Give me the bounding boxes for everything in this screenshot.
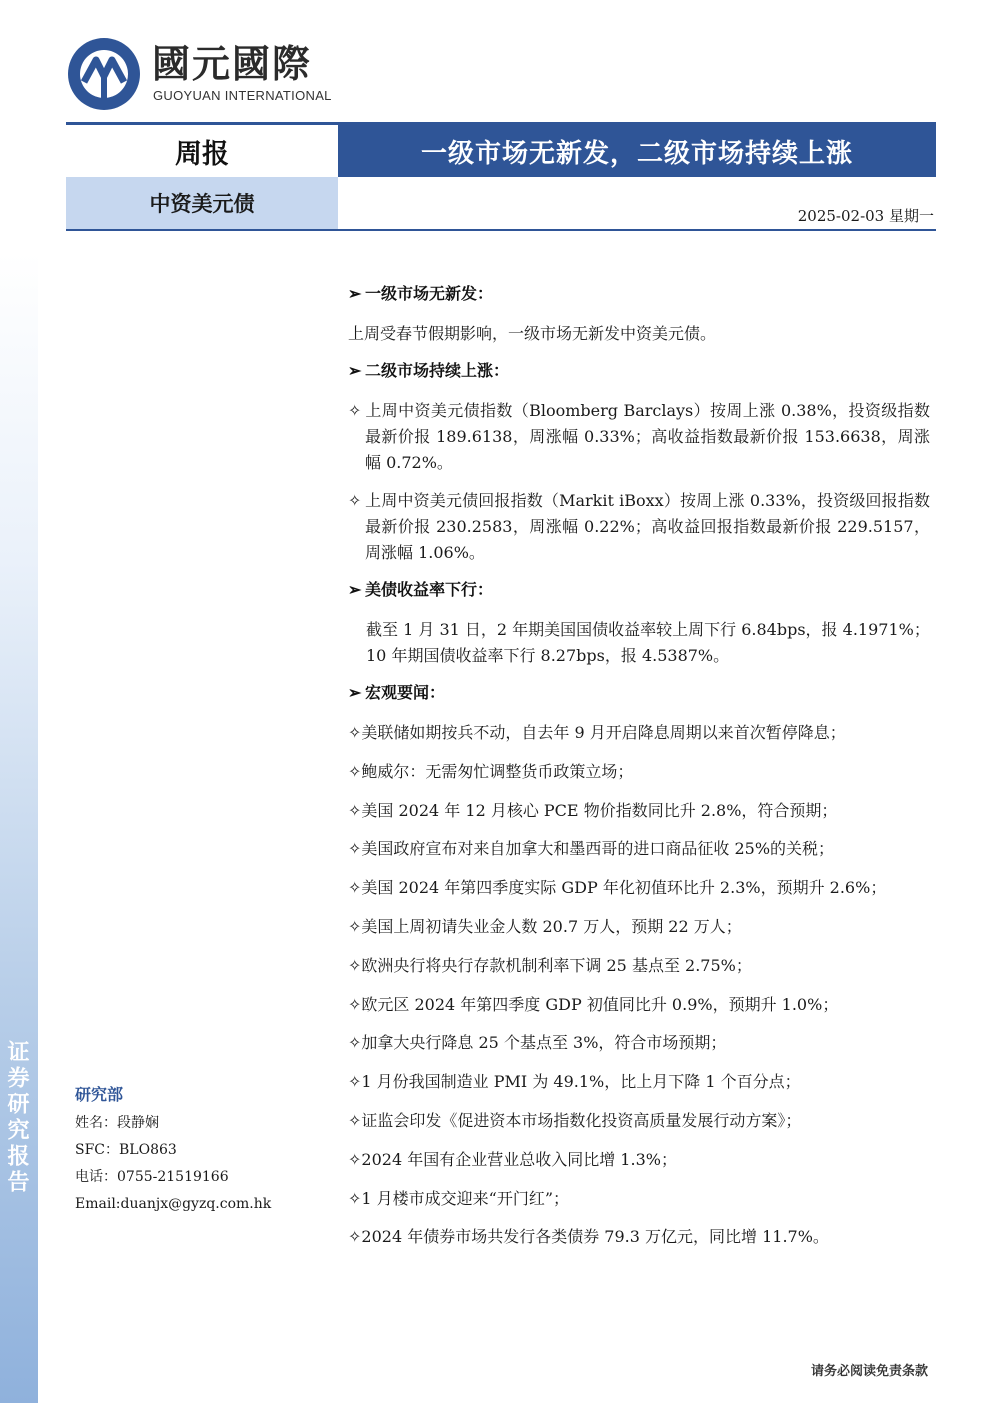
sparkle-bullet-icon: ✧ — [348, 761, 362, 781]
sparkle-bullet-icon: ✧ — [348, 800, 362, 820]
arrow-icon: ➢ — [348, 361, 362, 380]
sparkle-bullet-icon: ✧ — [348, 1149, 362, 1169]
sparkle-bullet-icon: ✧ — [348, 839, 362, 859]
sparkle-bullet-icon: ✧ — [348, 1110, 362, 1130]
disclaimer-note: 请务必阅读免责条款 — [810, 1364, 928, 1379]
macro-item: ✧欧洲央行将央行存款机制利率下调 25 基点至 2.75%； — [348, 955, 752, 975]
section-heading-macro: ➢ 宏观要闻： — [348, 681, 930, 705]
report-subject: 中资美元债 — [66, 177, 338, 229]
sparkle-bullet-icon: ✧ — [348, 1227, 362, 1247]
report-type: 周报 — [175, 138, 229, 170]
sparkle-bullet-icon: ✧ — [348, 723, 362, 742]
arrow-icon: ➢ — [348, 284, 362, 303]
vertical-report-label: 证券研究报告 — [4, 1040, 30, 1196]
research-dept: 研究部 — [75, 1085, 124, 1104]
macro-item: ✧加拿大央行降息 25 个基点至 3%，符合市场预期； — [348, 1033, 727, 1053]
macro-item: ✧欧元区 2024 年第四季度 GDP 初值同比升 0.9%，预期升 1.0%； — [348, 994, 839, 1014]
sparkle-bullet-icon: ✧ — [348, 1072, 362, 1092]
macro-item: ✧2024 年国有企业营业总收入同比增 1.3%； — [348, 1149, 677, 1169]
macro-item: ✧美国 2024 年 12 月核心 PCE 物价指数同比升 2.8%，符合预期； — [348, 800, 838, 820]
macro-item: ✧美国 2024 年第四季度实际 GDP 年化初值环比升 2.3%，预期升 2.6%； — [348, 878, 887, 898]
macro-item: ✧1 月份我国制造业 PMI 为 49.1%，比上月下降 1 个百分点； — [348, 1072, 801, 1092]
section-heading-primary: ➢ 一级市场无新发： — [348, 282, 930, 306]
analyst-phone: 电话：0755-21519166 — [75, 1169, 229, 1185]
sparkle-bullet-icon: ✧ — [348, 994, 362, 1014]
treasury-text: 截至 1 月 31 日，2 年期美国国债收益率较上周下行 6.84bps，报 4.1971%；10 年期国债收益率下行 8.27bps，报 4.5387%。 — [366, 620, 930, 665]
section-heading-treasury: ➢ 美债收益率下行： — [348, 578, 930, 602]
analyst-email[interactable]: Email:duanjx@gyzq.com.hk — [75, 1196, 272, 1212]
macro-item: ✧美国上周初请失业金人数 20.7 万人，预期 22 万人； — [348, 916, 742, 936]
arrow-icon: ➢ — [348, 580, 362, 599]
analyst-name: 姓名：段静娴 — [75, 1115, 159, 1131]
sparkle-bullet-icon: ✧ — [348, 916, 362, 936]
analyst-contact — [75, 1082, 315, 1218]
report-title: 一级市场无新发，二级市场持续上涨 — [338, 125, 936, 177]
macro-item: ✧美联储如期按兵不动，自去年 9 月开启降息周期以来首次暂停降息； — [348, 723, 846, 742]
header-bottom-rule — [66, 229, 936, 231]
primary-market-text: 上周受春节假期影响，一级市场无新发中资美元债。 — [348, 324, 717, 343]
guoyuan-logo-icon — [66, 36, 142, 112]
sparkle-bullet-icon: ✧ — [348, 955, 362, 975]
secondary-bullet-2: ✧ 上周中资美元债回报指数（Markit iBoxx）按周上涨 0.33%，投资级回报指数最新价报 230.2583，周涨幅 0.22%；高收益回报指数最新价报 229.5157，周涨幅 1.06%。 — [348, 488, 930, 566]
report-body — [348, 282, 930, 1263]
arrow-icon: ➢ — [348, 683, 362, 702]
report-date: 2025-02-03 星期一 — [797, 207, 934, 225]
macro-item: ✧1 月楼市成交迎来“开门红”； — [348, 1188, 570, 1208]
analyst-sfc: SFC：BLO863 — [75, 1142, 177, 1158]
company-logo — [66, 36, 346, 112]
section-heading-secondary: ➢ 二级市场持续上涨： — [348, 359, 930, 383]
logo-name-cn: 國元國際 — [152, 42, 313, 86]
sparkle-bullet-icon: ✧ — [348, 878, 362, 898]
logo-name-en: GUOYUAN INTERNATIONAL — [153, 88, 332, 103]
sparkle-bullet-icon: ✧ — [348, 491, 362, 510]
macro-item: ✧2024 年债券市场共发行各类债券 79.3 万亿元，同比增 11.7%。 — [348, 1227, 829, 1247]
sparkle-bullet-icon: ✧ — [348, 1033, 362, 1053]
macro-item: ✧鲍威尔：无需匆忙调整货币政策立场； — [348, 761, 634, 781]
sparkle-bullet-icon: ✧ — [348, 1188, 362, 1208]
macro-item: ✧美国政府宣布对来自加拿大和墨西哥的进口商品征收 25%的关税； — [348, 839, 835, 859]
secondary-bullet-1: ✧ 上周中资美元债指数（Bloomberg Barclays）按周上涨 0.38%，投资级指数最新价报 189.6138，周涨幅 0.33%；高收益指数最新价报 153.6638，周涨幅 0.72%。 — [348, 398, 930, 476]
macro-item: ✧证监会印发《促进资本市场指数化投资高质量发展行动方案》； — [348, 1110, 802, 1130]
sparkle-bullet-icon: ✧ — [348, 401, 362, 420]
